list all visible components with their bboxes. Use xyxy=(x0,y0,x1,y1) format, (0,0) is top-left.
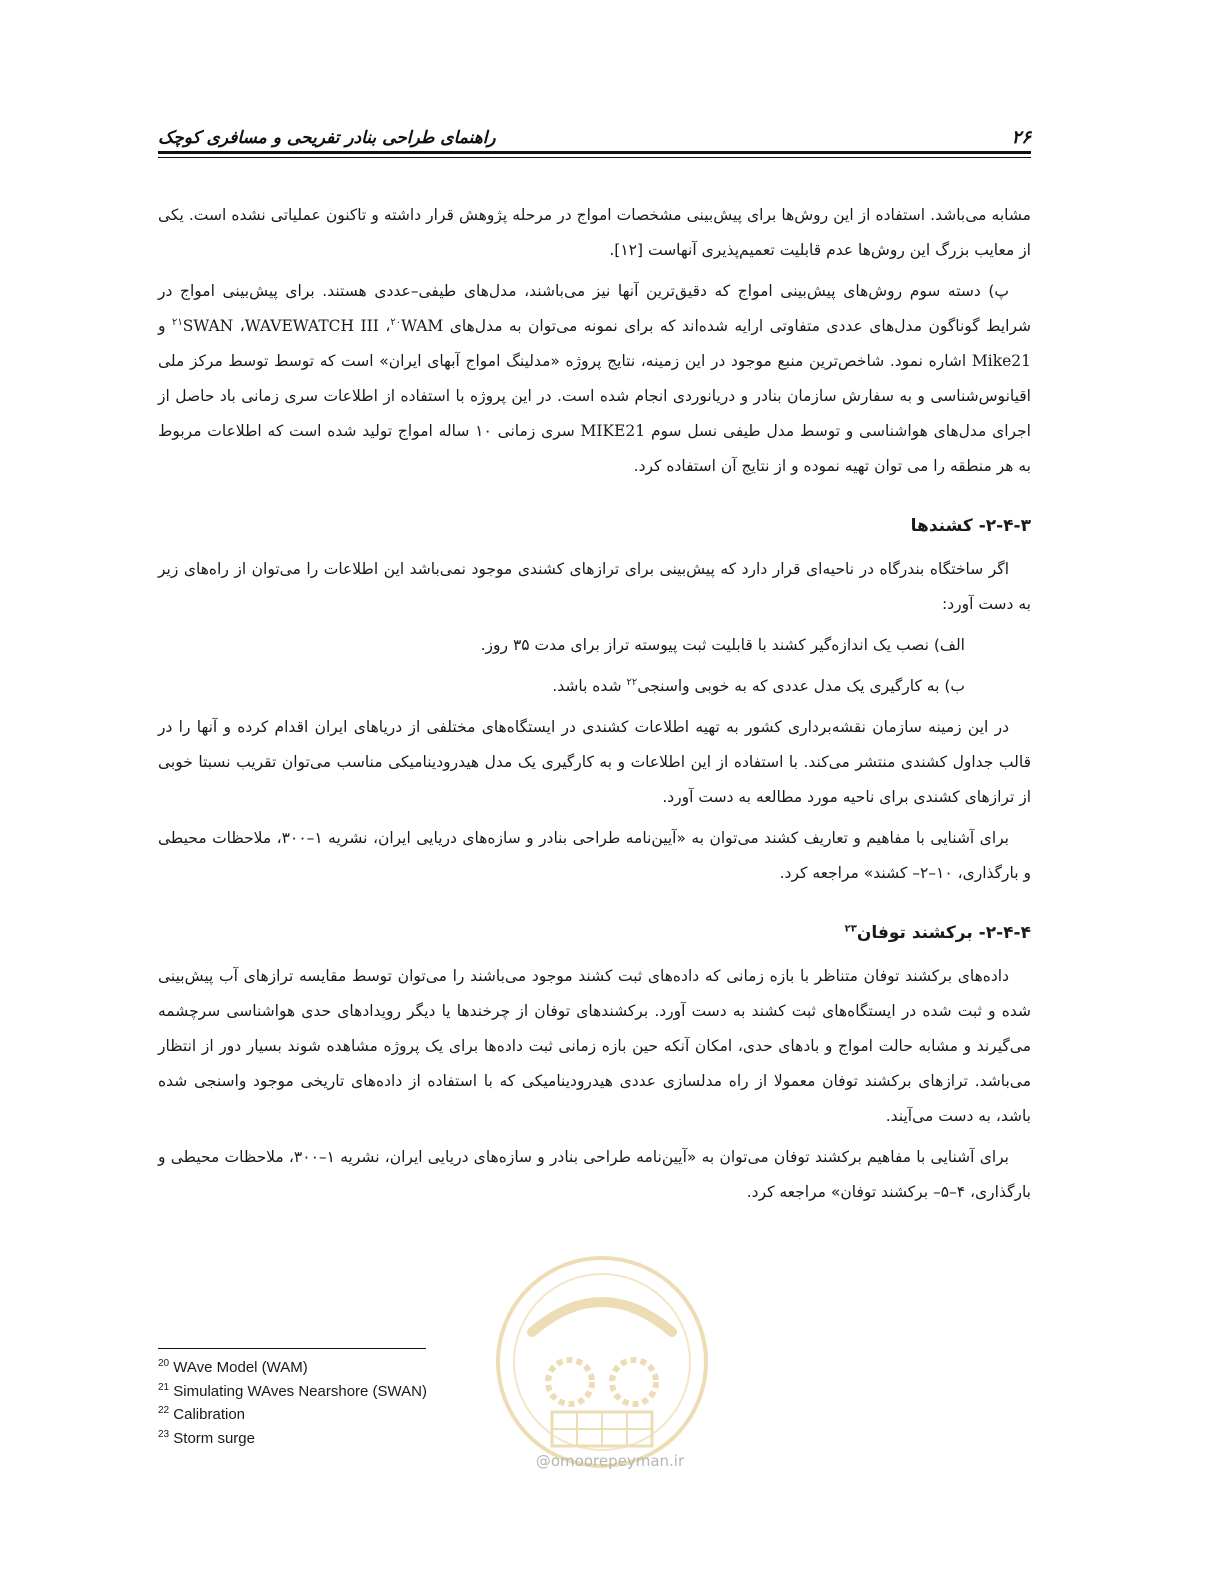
footnote-22-num: 22 xyxy=(158,1405,170,1416)
footnote-ref-23[interactable]: ۲۳ xyxy=(844,923,857,935)
heading-storm-surge xyxy=(158,915,1031,951)
paragraph-6: داده‌های برکشند توفان متناظر با بازه زمانی که داده‌های ثبت کشند موجود می‌باشند را می‌توان توسط مقایسه ترازهای آب پیش‌بینی شده و ثبت شده در ایستگاه‌های ثبت کشند به دست آورد. برکشندهای توفان از چرخندها یا دیگر رویدادهای حدی هواشناسی سرچشمه می‌گیرند و مشابه حالت امواج و بادهای حدی، امکان آنکه حین بازه زمانی ثبت داده‌ها برای یک پروژه مشاهده شوند بسیار دور از انتظار می‌باشد. ترازهای برکشند توفان معمولا از راه مدلسازی عددی هیدرودینامیکی که با استفاده از داده‌های تاریخی موجود واسنجی شده باشد، به دست می‌آیند. xyxy=(158,967,1031,1125)
header-rule-thick xyxy=(158,151,1031,154)
footnote-22-text: Calibration xyxy=(173,1406,246,1423)
footnote-23 xyxy=(158,1427,558,1451)
footnote-separator xyxy=(158,1348,426,1349)
footnote-ref-20[interactable]: ۲۰ xyxy=(390,316,402,328)
heading-storm-surge-text: ۲-۴-۴- برکشند توفان xyxy=(856,923,1031,943)
paragraph-7: برای آشنایی با مفاهیم برکشند توفان می‌توان به «آیین‌نامه طراحی بنادر و سازه‌های دریایی ایران، نشریه ۱–۳۰۰، ملاحظات محیطی و بارگذاری، ۴–۵– برکشند توفان» مراجعه کرد. xyxy=(158,1148,1031,1201)
paragraph-5: برای آشنایی با مفاهیم و تعاریف کشند می‌توان به «آیین‌نامه طراحی بنادر و سازه‌های دریایی ایران، نشریه ۱–۳۰۰، ملاحظات محیطی و بارگذاری، ۱۰–۲– کشند» مراجعه کرد. xyxy=(158,829,1031,882)
header-rule-thin xyxy=(158,157,1031,158)
list-item-2-text-a: ب) به کارگیری یک مدل عددی که به خوبی واسنجی xyxy=(637,677,965,695)
paragraph-2-part-c: سری زمانی ۱۰ ساله امواج تولید شده است که اطلاعات مربوط به هر منطقه را می توان تهیه نموده و از نتایج آن استفاده کرد. xyxy=(158,422,1031,475)
paragraph-2 xyxy=(158,274,1031,484)
list-item-1: الف) نصب یک اندازه‌گیر کشند با قابلیت ثبت پیوسته تراز برای مدت ۳۵ روز. xyxy=(480,636,965,654)
footnote-21 xyxy=(158,1380,558,1404)
mike21-term-2: MIKE21 xyxy=(580,422,646,440)
footnote-20-text: WAve Model (WAM) xyxy=(173,1359,308,1376)
paragraph-2-part-a: پ) دسته سوم روش‌های پیش‌بینی امواج که دقیق‌ترین آنها نیز می‌باشند، مدل‌های طیفی–عددی هستند. برای پیش‌بینی امواج در شرایط گوناگون مدل‌های عددی متفاوتی ارایه شده‌اند که برای نمونه می‌توان به مدل‌های xyxy=(158,282,1031,335)
watermark-url-text: omoorepeyman.ir xyxy=(550,1452,685,1470)
header-title: راهنمای طراحی بنادر تفریحی و مسافری کوچک xyxy=(158,128,496,148)
footnote-20-num: 20 xyxy=(158,1358,170,1369)
mike21-term: Mike21 xyxy=(971,352,1031,370)
list-item-2 xyxy=(158,669,1031,704)
footnote-20 xyxy=(158,1356,558,1380)
footnote-21-text: Simulating WAves Nearshore (SWAN) xyxy=(173,1382,427,1400)
footnote-23-num: 23 xyxy=(158,1428,170,1440)
footnote-22 xyxy=(158,1403,558,1427)
paragraph-1: مشابه می‌باشد. استفاده از این روش‌ها برای پیش‌بینی مشخصات امواج در مرحله پژوهش قرار داشته و تاکنون عملیاتی نشده است. یکی از معایب بزرگ این روش‌ها عدم قابلیت تعمیم‌پذیری آنهاست [۱۲]. xyxy=(158,206,1031,259)
wam-term: WAM xyxy=(401,317,444,335)
swan-term: SWAN xyxy=(182,317,234,335)
page-number: ۲۶ xyxy=(1011,127,1031,148)
separator-2: ، xyxy=(233,317,245,335)
main-content xyxy=(158,198,1031,1216)
paragraph-3: اگر ساختگاه بندرگاه در ناحیه‌ای قرار دارد که پیش‌بینی برای ترازهای کشندی موجود نمی‌باشد این اطلاعات را می‌توان از راه‌های زیر به دست آورد: xyxy=(158,560,1031,613)
watermark-url: @omoorepeyman.ir xyxy=(535,1452,685,1470)
footnotes xyxy=(158,1356,558,1450)
footnote-ref-22[interactable]: ۲۲ xyxy=(626,676,638,688)
paragraph-2-part-b: اشاره نمود. شاخص‌ترین منبع موجود در این زمینه، نتایج پروژه «مدلینگ امواج آبهای ایران» است که توسط توسط مرکز ملی اقیانوس‌شناسی و به سفارش سازمان بنادر و دریانوردی انجام شده است. در این پروژه با استفاده از اطلاعات سری زمانی باد حاصل از اجرای مدل‌های هواشناسی و توسط مدل طیفی نسل سوم xyxy=(158,352,1031,440)
wavewatch-term: WAVEWATCH III xyxy=(244,317,379,335)
running-header xyxy=(158,118,1031,148)
footnote-ref-21[interactable]: ۲۱ xyxy=(171,316,183,328)
list-item-2-text-b: شده باشد. xyxy=(552,677,627,695)
footnote-23-text: Storm surge xyxy=(173,1429,255,1447)
paragraph-4: در این زمینه سازمان نقشه‌برداری کشور به تهیه اطلاعات کشندی در ایستگاه‌های مختلفی از دریاهای ایران اقدام کرده و آنها را در قالب جداول کشندی منتشر می‌کند. با استفاده از این اطلاعات و به کارگیری یک مدل هیدرودینامیکی مناسب می‌توان تقریب نسبتا خوبی از ترازهای کشندی برای ناحیه مورد مطالعه به دست آورد. xyxy=(158,718,1031,806)
separator-1: ، xyxy=(378,317,391,335)
and-word: و xyxy=(158,317,172,335)
footnote-21-num: 21 xyxy=(158,1381,170,1393)
heading-tides: ۲-۴-۳- کشندها xyxy=(910,516,1031,536)
